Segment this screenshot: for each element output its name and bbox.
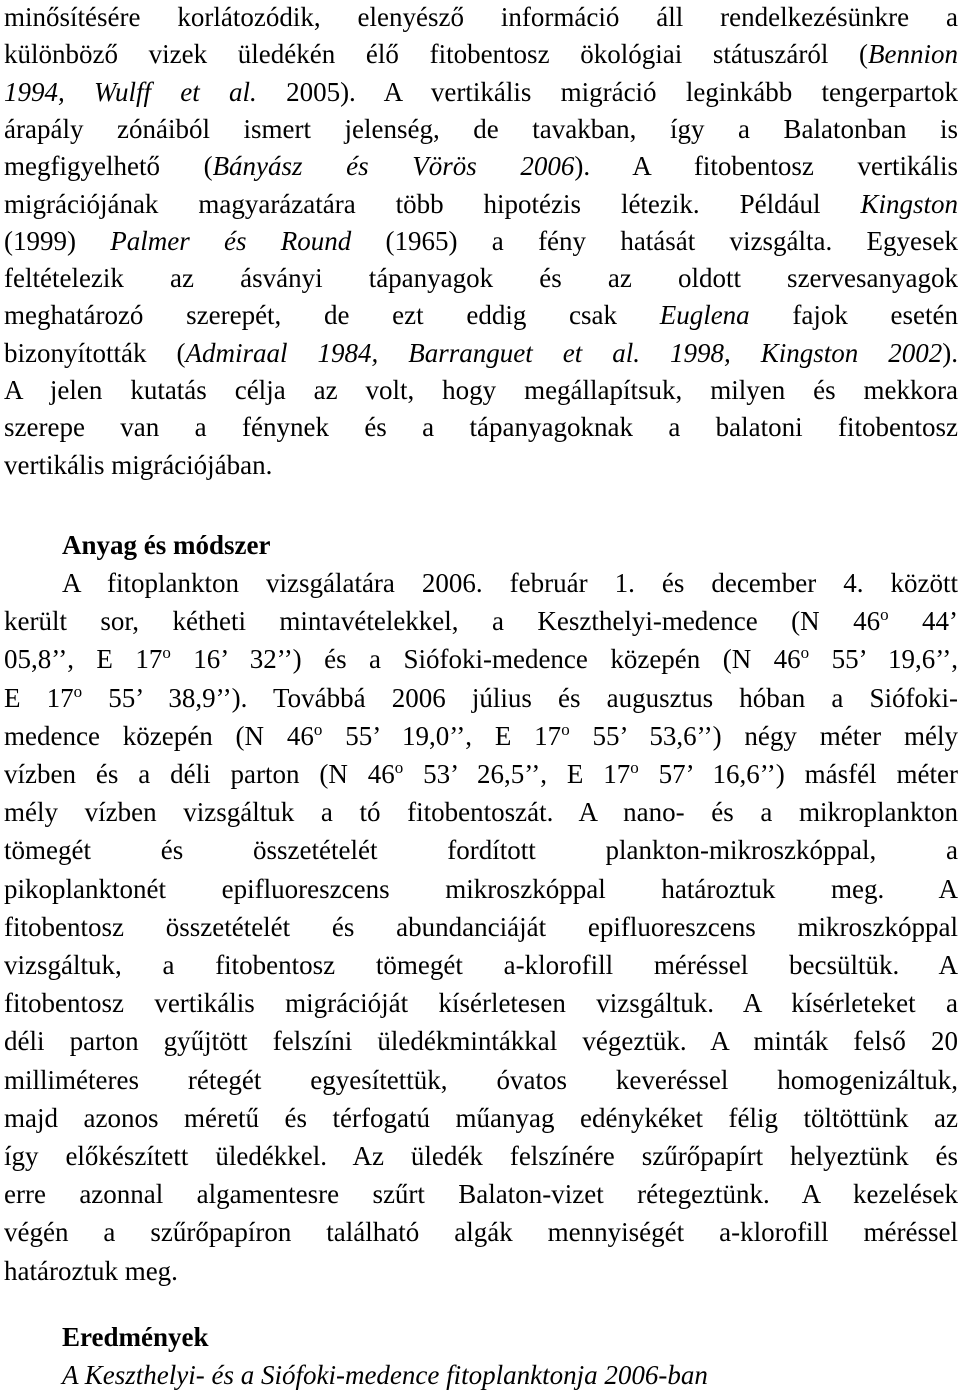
text-run: szerepe van a fénynek és a tápanyagoknak a balatoni fitobentosz (4, 412, 958, 443)
text-run: vizsgáltuk, a fitobentosz tömegét a-klorofill méréssel becsültük. A (4, 950, 958, 980)
text-line (4, 35, 958, 73)
text-run: fitobentosz összetételét és abundanciáját epifluoreszcens mikroszkóppal (4, 911, 958, 942)
italic-citation: Euglena (659, 300, 750, 331)
text-line (4, 446, 958, 484)
text-run: 55’ 19,6’’, (809, 644, 958, 675)
text-run: vertikális migrációjában. (4, 449, 273, 480)
text-line (4, 870, 958, 908)
text-run: (1999) (4, 225, 111, 256)
text-line (4, 602, 958, 640)
text-line (4, 1213, 958, 1251)
text-line (4, 147, 958, 185)
degree-superscript: o (73, 681, 83, 701)
text-line (4, 640, 958, 678)
text-run: fitobentosz vertikális migrációját kísérletesen vizsgáltuk. A kísérleteket a (4, 988, 958, 1019)
text-run: 16’ 32’’) és a Siófoki-medence közepén (N 46 (170, 644, 801, 675)
degree-superscript: o (394, 758, 404, 777)
results-subheading: A Keszthelyi- és a Siófoki-medence fitoplanktonja 2006-ban (62, 1360, 708, 1390)
text-run: milliméteres rétegét egyesítettük, óvatos keveréssel homogenizáltuk, (4, 1064, 958, 1095)
text-run: 53’ 26,5’’, E 17 (403, 759, 631, 789)
italic-citation: Admiraal 1984, Barranguet et al. 1998, Kingston 2002 (185, 337, 943, 368)
text-line (4, 793, 958, 831)
text-run: migrációjának magyarázatára több hipotézis létezik. Például (4, 188, 861, 219)
text-line (4, 1022, 958, 1060)
text-line (4, 679, 958, 717)
text-run: 55’ 19,0’’, E 17 (322, 720, 562, 751)
degree-superscript: o (880, 605, 889, 625)
text-line (4, 717, 958, 755)
text-run: (1965) a fény hatását vizsgálta. Egyesek (351, 225, 959, 256)
text-run: 2005). A vertikális migráció leginkább tengerpartok (256, 76, 958, 107)
text-run: erre azonnal algamentesre szűrt Balaton-vizet rétegeztünk. A kezelések (4, 1179, 958, 1210)
text-run: A jelen kutatás célja az volt, hogy megállapítsuk, milyen és mekkora (4, 375, 958, 405)
text-run: árapály zónáiból ismert jelenség, de tavakban, így a Balatonban is (4, 113, 958, 144)
italic-citation: 1994, Wulff et al. (4, 76, 257, 107)
text-run: feltételezik az ásványi tápanyagok és az oldott szervesanyagok (4, 263, 958, 294)
text-line (4, 0, 958, 36)
degree-superscript: o (800, 643, 810, 663)
degree-superscript: o (162, 643, 171, 663)
italic-citation: Bennion (868, 39, 958, 70)
text-line (4, 1061, 958, 1099)
text-line (4, 984, 958, 1022)
methods-heading: Anyag és módszer (62, 530, 271, 560)
text-line (4, 296, 958, 334)
text-run: 55’ 38,9’’). Továbbá 2006 július és augusztus hóban a Siófoki- (82, 682, 958, 713)
text-line (4, 1252, 958, 1290)
text-line (4, 1175, 958, 1213)
text-run: 55’ 53,6’’) négy méter mély (569, 720, 958, 751)
text-line (4, 908, 958, 946)
text-line (4, 259, 958, 297)
text-run: ). (942, 337, 959, 368)
text-run: 57’ 16,6’’) másfél méter (638, 759, 958, 789)
text-line (62, 564, 958, 602)
text-line (4, 946, 958, 984)
text-run: 05,8’’, E 17 (4, 644, 163, 675)
text-run: végén a szűrőpapíron található algák mennyiségét a-klorofill méréssel (4, 1217, 958, 1248)
text-run: így előkészített üledékkel. Az üledék felszínére szűrőpapírt helyeztünk és (4, 1141, 958, 1171)
text-run: ). A fitobentosz vertikális (574, 151, 958, 182)
text-run: került sor, kétheti mintavételekkel, a Keszthelyi-medence (N 46 (4, 606, 881, 637)
text-run: fajok esetén (749, 300, 959, 331)
text-run: E 17 (4, 682, 74, 713)
italic-citation: Palmer és Round (110, 225, 352, 256)
text-run: különböző vizek üledékén élő fitobentosz ökológiai státuszáról ( (4, 39, 869, 70)
text-run: déli parton gyűjtött felszíni üledékmintákkal végeztük. A minták felső 20 (4, 1026, 958, 1057)
text-line (4, 73, 958, 111)
text-run: pikoplanktonét epifluoreszcens mikroszkóppal határoztuk meg. A (4, 873, 958, 904)
text-line (4, 408, 958, 446)
text-line (4, 110, 958, 148)
text-run: megfigyelhető ( (4, 151, 213, 182)
text-run: határoztuk meg. (4, 1255, 178, 1286)
text-line (4, 755, 958, 793)
text-run: majd azonos méretű és térfogatú műanyag edénykéket félig töltöttünk az (4, 1102, 958, 1133)
italic-citation: Bányász és Vörös 2006 (212, 151, 575, 182)
degree-superscript: o (313, 719, 323, 739)
italic-citation: Kingston (860, 188, 958, 219)
text-run: A fitoplankton vizsgálatára 2006. február 1. és december 4. között (62, 568, 958, 598)
results-heading: Eredmények (62, 1322, 209, 1352)
text-run: vízben és a déli parton (N 46 (4, 759, 395, 789)
text-line (4, 334, 958, 372)
text-line (4, 1099, 958, 1137)
text-line (4, 185, 958, 223)
text-line (4, 222, 958, 260)
text-line (4, 1137, 958, 1175)
text-line (4, 371, 958, 409)
degree-superscript: o (630, 758, 639, 777)
text-run: meghatározó szerepét, de ezt eddig csak (4, 300, 660, 331)
degree-superscript: o (561, 719, 570, 739)
text-run: 44’ (888, 606, 958, 637)
text-run: medence közepén (N 46 (4, 720, 314, 751)
text-run: mély vízben vizsgáltuk a tó fitobentoszát. A nano- és a mikroplankton (4, 797, 958, 828)
text-run: minősítésére korlátozódik, elenyésző információ áll rendelkezésünkre a (4, 2, 958, 32)
text-run: tömegét és összetételét fordított plankton-mikroszkóppal, a (4, 835, 958, 866)
text-run: bizonyították ( (4, 337, 186, 368)
text-line (4, 831, 958, 869)
